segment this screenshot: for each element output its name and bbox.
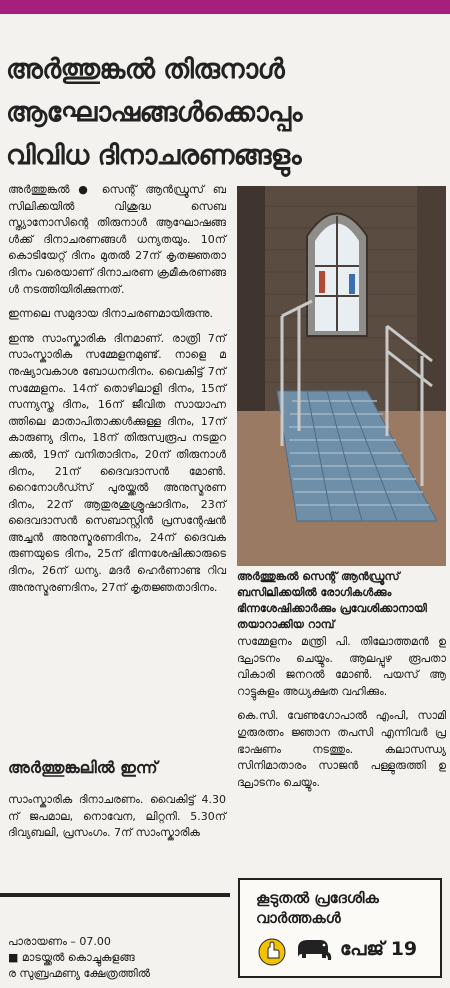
ramp-photo [237,186,446,566]
subheading-paragraph: സാംസ്കാരിക ദിനാചരണം. വൈകിട്ട് 4.30ന് ജപമാല, നൊവേന, ലിറ്റനി. 5.30ന് ദിവ്യബലി, പ്രസംഗം. 7ന് സാംസ്കാരിക [8,793,226,840]
body-paragraph-3: ഇന്നു സാംസ്കാരിക ദിനമാണ്. രാത്രി 7ന് സാംസ്കാരിക സമ്മേളനമുണ്ട്. നാളെ മനുഷ്യാവകാശ ബോധനദിനം. വൈകിട്ട് 7ന് സമ്മേളനം. 14ന് തൊഴിലാളി ദിനം, 15ന് സന്ന്യസ്ത ദിനം, 16ന് ജീവിത സായാഹ്നത്തിലെ മാതാപിതാക്കൾക്കുള്ള ദിനം, 17ന് കാരുണ്യ ദിനം, 18ന് തിരുസ്വരൂപ നടതുറക്കൽ, 19ന് വനിതാദിനം, 20ന് തിരുനാൾ ദിനം, 21ന് ദൈവദാസൻ മോൺ. റൈനോൾഡ്സ് പുരയ്ക്കൽ അനുസ്മരണദിനം, 22ന് ആതുരശുശ്രൂഷാദിനം, 23ന് ദൈവദാസൻ സെബാസ്റ്റിൻ പ്രസന്റേഷൻ അച്ചൻ അനുസ്മരണദിനം, 24ന് ദൈവകരുണയുടെ ദിനം, 25ന് ഭിന്നശേഷിക്കാരുടെ ദിനം, 26ന് ധന്യ. മദർ ഹെർണാണ്ട റിവ അനുസ്മരണദിനം, 27ന് കൃതജ്ഞതാദിനം. [8,331,226,594]
subheading-today: അർത്തുങ്കലിൽ ഇന്ന് [8,758,158,777]
left-column [8,182,226,604]
snippet-line-3: ര സുബ്രഹ്മണ്യ ക്ഷേത്രത്തിൽ [8,967,151,980]
right-paragraph-1: സമ്മേളനം മന്ത്രി പി. തിലോത്തമൻ ഉദ്ഘാടനം ചെയ്യും. ആലപ്പുഴ രൂപതാ വികാരി ജനറൽ മോൺ. പയസ് ആറാട്ടുകുളം അധ്യക്ഷത വഹിക്കും. [237,635,446,698]
snippet-line-2: ■ മാടയ്ക്കൽ കൊച്ചുകുളങ്ങ [8,951,135,964]
headline-line-1: അർത്തുങ്കൽ തിരുനാൾ [6,54,285,85]
photo-caption: അർത്തുങ്കൽ സെന്റ് ആൻഡ്രൂസ് ബസിലിക്കയിൽ രോഗികൾക്കും ഭിന്നശേഷിക്കാർക്കും പ്രവേശിക്കാനായി തയാറാക്കിയ റാമ്പ് [237,570,427,631]
headline-line-3: വിവിധ ദിനാചരണങ്ങളും [6,140,302,171]
masthead-color-bar [0,0,450,14]
right-paragraph-2: കെ.സി. വേണുഗോപാൽ എംപി, സാമി ഗുരുരത്നം ജ്ഞാന തപസി എന്നിവർ പ്രഭാഷണം നടത്തും. കലാസന്ധ്യ സിനിമാതാരം സാജൻ പള്ളുരുത്തി ഉദ്ഘാടനം ചെയ്യും. [237,709,446,789]
elephant-icon [294,936,334,968]
promo-page-number: പേജ് 19 [340,938,418,960]
body-paragraph-1: അർത്തുങ്കൽ ● സെന്റ് ആൻഡ്രൂസ് ബസിലിക്കയിൽ വിശുദ്ധ സെബസ്ത്യാനോസിന്റെ തിരുനാൾ ആഘോഷങ്ങൾക്ക് ദിനാചരണങ്ങൾ ധന്യതയും. 10ന് കൊടിയേറ്റ് ദിനം മുതൽ 27ന് കൃതജ്ഞതാ ദിനം വരെയാണ് ദിനാചരണ ക്രമീകരണങ്ങൾ നടത്തിയിരിക്കുന്നത്. [8,183,226,296]
snippet-line-1: പാരായണം – 07.00 [8,935,111,948]
section-divider [0,893,230,897]
headline-line-2: ആഘോഷങ്ങൾക്കൊപ്പം [6,97,302,128]
right-column [237,634,446,799]
promo-title: കൂടുതൽ പ്രദേശിക വാർത്തകൾ [256,889,379,927]
body-paragraph-2: ഇന്നലെ സമുദായ ദിനാചരണമായിരുന്നു. [8,307,213,321]
headline [6,48,446,177]
regional-news-promo-box[interactable] [238,878,442,978]
hand-pointer-icon [258,938,286,970]
next-article-snippet [8,934,226,982]
